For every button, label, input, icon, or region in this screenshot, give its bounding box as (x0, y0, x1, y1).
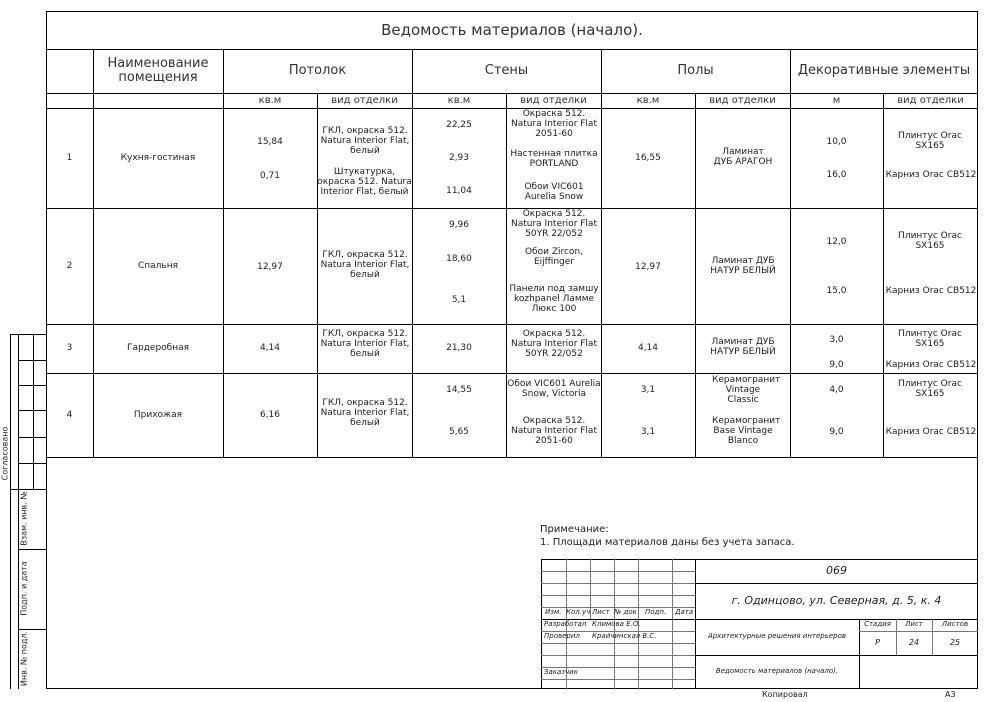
stamp-developed-name: Климова Е.О. (592, 620, 641, 628)
floor-area: 4,14 (637, 343, 659, 354)
row-number: 4 (66, 409, 73, 420)
decor-finish: Карниз Orac CB512 (885, 170, 977, 180)
header-decor: Декоративные элементы (797, 62, 971, 78)
ceiling-finish: ГКЛ, окраска 512. Natura Interior Flat, белый (320, 329, 410, 360)
room-name: Гардеробная (126, 343, 190, 354)
stamp-address: г. Одинцово, ул. Северная, д. 5, к. 4 (731, 593, 942, 607)
ceiling-finish: ГКЛ, окраска 512. Natura Interior Flat, белый (320, 398, 410, 429)
decor-length: 3,0 (829, 335, 844, 345)
wall-area: 18,60 (446, 254, 472, 264)
floor-area: 16,55 (635, 153, 661, 163)
wall-area: 5,65 (448, 427, 470, 437)
floor-area: 3,1 (640, 385, 656, 395)
wall-finish: Панели под замшу kozhpanel Ламме Люкс 100 (509, 284, 599, 315)
stamp-col-list: Лист (592, 608, 610, 616)
ceiling-area: 4,14 (259, 343, 281, 354)
decor-length: 9,0 (829, 427, 844, 437)
subheader-walls-unit: кв.м (447, 94, 471, 106)
ceiling-area: 0,71 (259, 171, 281, 181)
floor-finish: Ламинат ДУБ АРАГОН (713, 147, 773, 168)
stamp-sheet: 24 (908, 637, 920, 647)
floor-finish: Ламинат ДУБ НАТУР БЕЛЫЙ (710, 256, 776, 277)
subheader-ceiling-finish: вид отделки (331, 94, 398, 106)
wall-finish: Обои VIC601 Aurelia Snow, Victoria (507, 379, 601, 400)
ceiling-finish: ГКЛ, окраска 512. Natura Interior Flat, белый (320, 126, 410, 157)
ceiling-area: 6,16 (259, 409, 281, 420)
header-floors: Полы (677, 62, 714, 78)
row-number: 1 (66, 152, 73, 163)
ceiling-area: 12,97 (257, 262, 283, 272)
ceiling-finish: ГКЛ, окраска 512. Natura Interior Flat, белый (320, 250, 410, 281)
stamp-col-doc: № док (614, 608, 637, 616)
subheader-ceiling-unit: кв.м (258, 94, 282, 106)
wall-area: 2,93 (448, 153, 470, 163)
floor-finish: Керамогранит Vintage Classic (712, 375, 781, 406)
decor-length: 9,0 (829, 360, 844, 370)
stamp-sheet-label: Лист (905, 620, 923, 629)
wall-finish: Окраска 512. Natura Interior Flat 2051-60 (511, 416, 597, 447)
inv-replace-label: Взам. инв. № (19, 491, 29, 546)
subheader-decor-finish: вид отделки (897, 94, 964, 106)
notes (540, 524, 795, 549)
floor-finish: Ламинат ДУБ НАТУР БЕЛЫЙ (710, 337, 776, 358)
floor-finish: Керамогранит Base Vintage Blanco (712, 416, 781, 447)
ceiling-finish: Штукатурка, окраска 512. Natura Interior Flat, белый (317, 167, 412, 198)
stamp-sheets: 25 (949, 637, 961, 647)
agreed-label: Согласовано (0, 426, 10, 481)
stamp-project: Архитектурные решения интерьеров (707, 632, 847, 641)
wall-area: 11,04 (446, 186, 472, 196)
stamp-col-date: Дата (675, 608, 694, 616)
stamp-customer-label: Заказчик (544, 668, 578, 676)
wall-area: 14,55 (446, 385, 472, 395)
wall-finish: Настенная плитка PORTLAND (510, 149, 598, 170)
wall-area: 22,25 (446, 120, 472, 130)
floor-area: 3,1 (640, 427, 656, 437)
room-name: Спальня (137, 260, 179, 271)
wall-finish: Обои Zircon, Eijffinger (524, 247, 584, 268)
header-room: Наименование помещения (107, 55, 209, 85)
footer-format: А3 (945, 690, 956, 699)
subheader-decor-unit: м (832, 94, 841, 106)
decor-length: 16,0 (826, 170, 847, 180)
room-name: Кухня-гостиная (120, 152, 196, 163)
wall-finish: Окраска 512. Natura Interior Flat 50YR 22/052 (511, 329, 597, 360)
subheader-floors-finish: вид отделки (709, 94, 776, 106)
decor-finish: Плинтус Orac SX165 (898, 329, 962, 350)
stamp-sheets-label: Листов (941, 620, 969, 629)
stamp-col-sign: Подп. (645, 608, 667, 616)
notes-item: 1. Площади материалов даны без учета запаса. (540, 536, 795, 548)
table-title: Ведомость материалов (начало). (381, 20, 643, 39)
header-ceiling: Потолок (288, 62, 347, 78)
decor-finish: Карниз Orac CB512 (885, 427, 977, 437)
ceiling-area: 15,84 (257, 137, 283, 147)
wall-area: 21,30 (446, 343, 472, 354)
footer-copied: Копировал (762, 690, 808, 699)
stamp-stage-label: Стадия (864, 620, 891, 629)
wall-area: 5,1 (451, 295, 467, 305)
decor-length: 15,0 (826, 286, 847, 296)
stamp-col-kol: Кол.уч (566, 608, 591, 616)
row-number: 3 (66, 343, 73, 354)
stamp-developed-label: Разработал (544, 620, 587, 628)
stamp-stage: Р (875, 637, 880, 647)
decor-length: 12,0 (826, 237, 847, 247)
row-number: 2 (66, 260, 73, 271)
floor-area: 12,97 (635, 262, 661, 272)
decor-length: 10,0 (826, 137, 847, 147)
stamp-checked-name: Крайчинская В.С. (592, 632, 657, 640)
decor-finish: Плинтус Orac SX165 (898, 379, 962, 400)
decor-finish: Карниз Orac CB512 (885, 286, 977, 296)
stamp-checked-label: Проверил (544, 632, 580, 640)
stamp-col-izm: Изм. (545, 608, 562, 616)
wall-finish: Обои VIC601 Aurelia Snow (524, 182, 584, 203)
header-walls: Стены (484, 62, 529, 78)
sign-date-label: Подп. и дата (19, 561, 29, 616)
decor-finish: Плинтус Orac SX165 (898, 231, 962, 252)
decor-length: 4,0 (829, 385, 844, 395)
inv-original-label: Инв. № подл. (19, 630, 29, 687)
wall-finish: Окраска 512. Natura Interior Flat 2051-60 (511, 109, 597, 140)
wall-area: 9,96 (448, 220, 470, 230)
decor-finish: Карниз Orac CB512 (885, 360, 977, 370)
notes-heading: Примечание: (540, 524, 609, 535)
subheader-walls-finish: вид отделки (520, 94, 587, 106)
wall-finish: Окраска 512. Natura Interior Flat 50YR 22/052 (511, 209, 597, 240)
decor-finish: Плинтус Orac SX165 (898, 131, 962, 152)
subheader-floors-unit: кв.м (636, 94, 660, 106)
stamp-sheet-title: Ведомость материалов (начало). (715, 667, 839, 676)
room-name: Прихожая (133, 409, 183, 420)
stamp-code: 069 (826, 563, 847, 577)
